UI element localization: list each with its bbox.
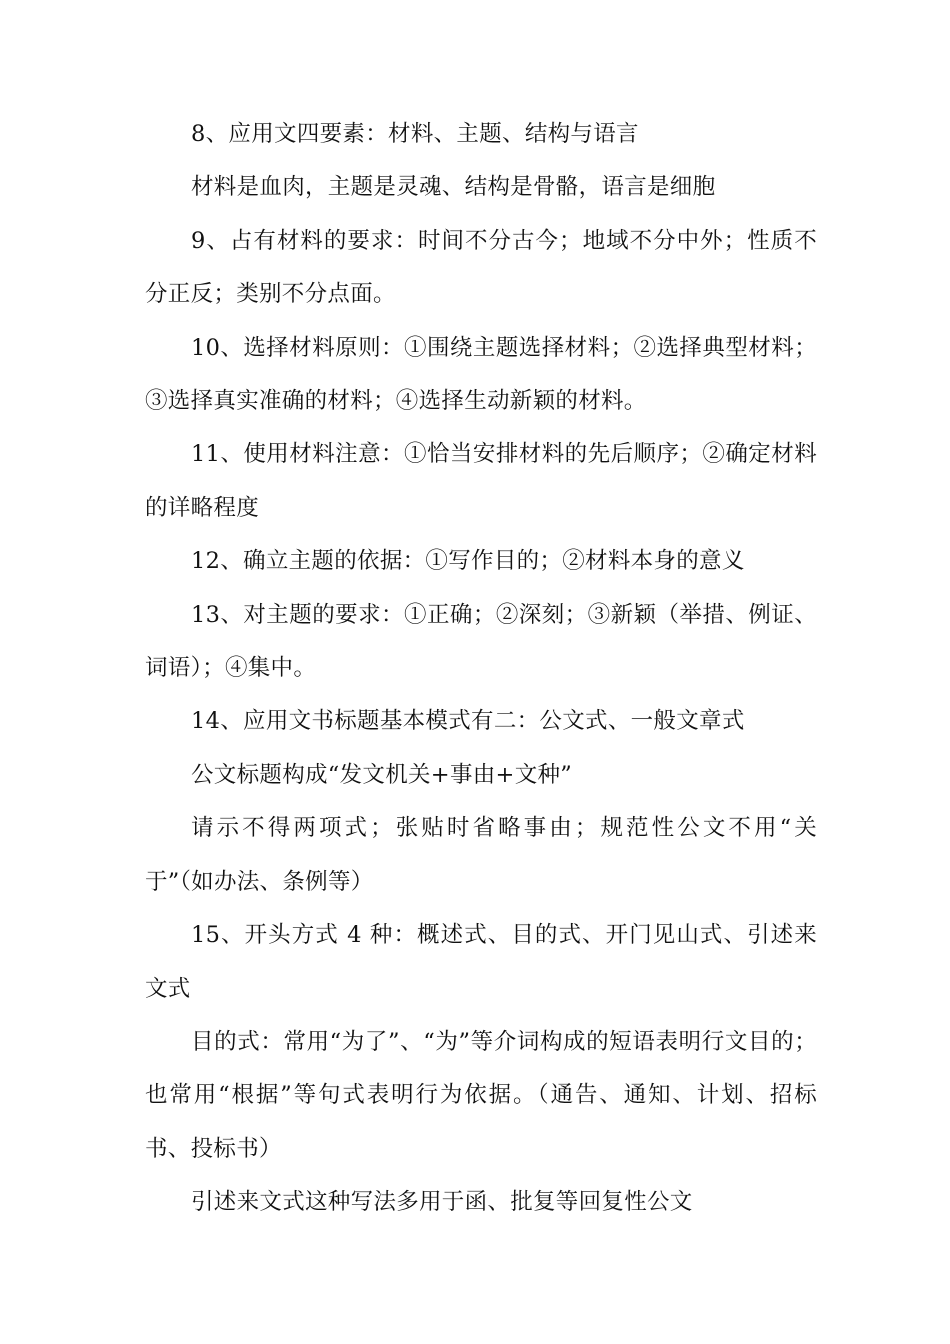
paragraph-item-8: 8、应用文四要素：材料、主题、结构与语言 xyxy=(191,121,639,147)
document-body xyxy=(145,108,817,1230)
paragraph-material-metaphor: 材料是血肉，主题是灵魂、结构是骨骼，语言是细胞 xyxy=(191,174,716,201)
paragraph-item-10: 10、选择材料原则：①围绕主题选择材料；②选择典型材料；③选择真实准确的材料；④选择生动新颖的材料。 xyxy=(145,334,817,415)
paragraph-request-rules: 请示不得两项式；张贴时省略事由；规范性公文不用“关于”（如办法、条例等） xyxy=(145,815,817,895)
paragraph-item-11: 11、使用材料注意：①恰当安排材料的先后顺序；②确定材料的详略程度 xyxy=(145,441,817,521)
paragraph-citation-style: 引述来文式这种写法多用于函、批复等回复性公文 xyxy=(191,1189,693,1216)
paragraph-title-structure: 公文标题构成“发文机关+事由+文种” xyxy=(191,761,573,788)
paragraph-item-14: 14、应用文书标题基本模式有二：公文式、一般文章式 xyxy=(191,708,745,735)
paragraph-item-13: 13、对主题的要求：①正确；②深刻；③新颖（举措、例证、词语）；④集中。 xyxy=(145,601,817,682)
paragraph-item-9: 9、占有材料的要求：时间不分古今；地域不分中外；性质不分正反；类别不分点面。 xyxy=(145,227,817,308)
paragraph-item-12: 12、确立主题的依据：①写作目的；②材料本身的意义 xyxy=(191,548,745,575)
paragraph-item-15: 15、开头方式 4 种：概述式、目的式、开门见山式、引述来文式 xyxy=(145,922,817,1002)
paragraph-purpose-style: 目的式：常用“为了”、“为”等介词构成的短语表明行文目的；也常用“根据”等句式表明行为依据。（通告、通知、计划、招标书、投标书） xyxy=(145,1028,817,1162)
